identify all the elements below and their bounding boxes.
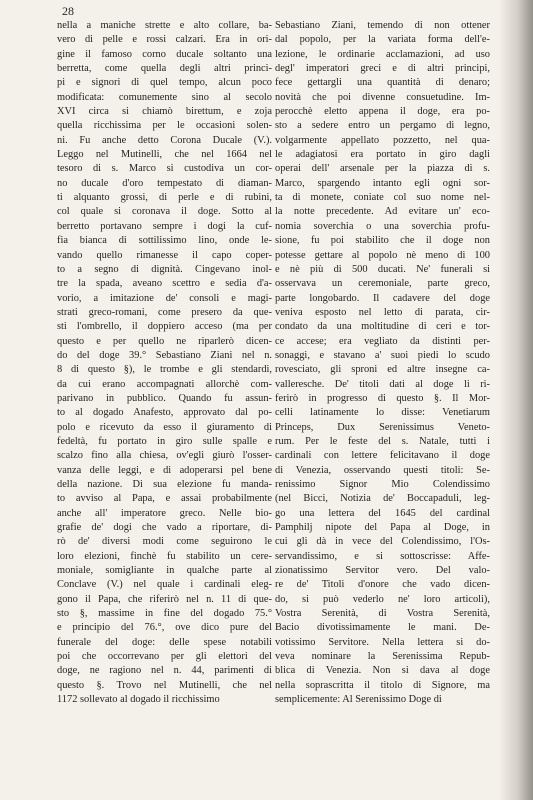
text-line: 8 di questo §), le trombe e gli stendardi, [57,364,272,376]
text-line: (nel Bicci, Notizia de' Boccapaduli, leg- [275,493,490,505]
text-line: condato da una moltitudine di ceri e tor- [275,321,490,333]
text-line: votissimo Servitore. Nella lettera si do- [275,636,490,648]
page-number: 28 [62,4,74,18]
text-line: zionatissimo Servitor vero. Del valo- [275,565,490,577]
text-line: sonaggi, e stavano a' suoi piedi lo scudo [275,349,490,361]
text-line: fia bianca di sottilissimo lino, onde le- [57,235,272,247]
text-line: lezione, le ordinarie acclamazioni, ad uso [275,48,490,60]
text-line: Sebastiano Ziani, temendo di non ottener [275,20,490,31]
text-line: le adagiatosi era portato in giro dagli [275,149,490,161]
text-line: 1172 sollevato al dogado il ricchissimo [57,694,220,706]
text-line: tre la spada, aveano scettro e sedia d'a- [57,278,272,290]
text-line: rò de' diversi modi come seguirono le [57,536,272,548]
text-line: moniale, somigliante in qualche parte al [57,565,272,577]
text-line: ta di monete, coniate col suo nome nel- [275,192,490,204]
text-line: da cui erano accompagnati allorchè com- [57,378,272,390]
text-line: XVI circa si chiamò birettum, e zoja [57,106,272,118]
text-line: to avviso al Papa, e assai probabilmente [57,493,272,505]
text-line: Bacio divotissimamente le mani. De- [275,622,490,634]
text-line: scalzo fino alla chiesa, ov'egli giurò l'osser- [57,450,272,462]
text-line: rum. Per le feste del s. Natale, tutti i [275,435,490,447]
text-line: col quale si coronava il doge. Sotto al [57,206,272,218]
text-line: potesse gettare al popolo nè meno di 100 [275,249,490,261]
text-line: gine il famoso corno ducale soltanto una [57,48,272,60]
text-line: to al dogado Anafesto, approvato dal po- [57,407,272,419]
text-line: re de' Titoli d'onore che vado dicen- [275,579,490,591]
text-line: Conclave (V.) nel quale i cardinali eleg- [57,579,272,591]
text-line: parivano in pubblico. Quando fu assun- [57,392,272,404]
text-line: anche all' imperatore greco. Nelle bio- [57,507,272,519]
text-line: valleresche. De' titoli dati al doge li ri- [275,378,490,390]
text-line: do del doge 39.° Sebastiano Ziani nel n. [57,349,272,361]
text-line: cui gli dà in vece del Colendissimo, l'Os- [275,536,490,548]
text-line: go una lettera del 1645 del cardinal [275,507,490,519]
text-column-left [57,19,272,708]
text-line: vero di pelle e rossi calzari. Era in ori- [57,34,272,46]
text-line: renissimo Signor Mio Colendissimo [275,479,490,490]
text-line: polo e ricevuto da esso il giuramento di [57,421,272,433]
text-line: perocchè eletto appena il doge, era po- [275,106,490,118]
text-line: pi e signori di quel tempo, alcun poco [57,77,272,89]
text-line: grafie de' dogi che vado a riportare, di- [57,522,272,534]
text-line: e nè più di 500 ducati. Ne' funerali si [275,263,490,275]
text-line: to a segno di dignità. Cingevano inol- [57,263,272,275]
text-line: la notte precedente. Ad evitare un' eco- [275,206,490,218]
text-line: parte longobardo. Il cadavere del doge [275,292,490,304]
text-line: volgarmente appellato pozzetto, nel qua- [275,134,490,146]
text-line: no ducale d'oro tempestato di diaman- [57,177,272,189]
text-line: berretta, come quella degli altri princi- [57,63,272,75]
text-line: vorio, a imitazione de' consoli e magi- [57,292,272,304]
text-line: poi che occorrevano per gli elettori del [57,651,272,663]
text-line: e principio del 76.°, ove dico pure del [57,622,272,634]
text-line: ti alquanto grossi, di perle e di rubini, [57,192,272,204]
text-line: fedeltà, fu portato in giro sulle spalle e [57,435,272,447]
text-line: questo e per quello ne riparlerò dicen- [57,335,272,347]
text-line: veniva esposto nel letto di parata, cir- [275,306,490,318]
text-line: veva nominare la Serenissima Repub- [275,651,490,663]
text-line: Marco, spargendo intanto egli ogni sor- [275,177,490,189]
text-line: sti l'ombrello, il doppiero acceso (ma per [57,321,272,333]
text-line: modificata: comunemente sino al secolo [57,91,272,103]
text-line: degl' imperatori greci e di altri principi, [275,63,490,75]
text-line: sione, fu poi stabilito che il doge non [275,235,490,247]
text-line: celli latinamente lo disse: Venetiarum [275,407,490,419]
page-gutter-shadow [499,0,533,800]
text-line: ferirò in progresso di questo §. Il Mor- [275,392,490,404]
text-line: fece gettargli una quantità di denaro; [275,77,490,89]
text-line: Leggo nel Mutinelli, che nel 1664 nel [57,149,272,161]
text-line: Pamphilj nipote del Papa al Doge, in [275,522,490,534]
text-line: vanza delle leggi, e di adoperarsi pel bene [57,464,272,476]
text-line: funerale del doge: delle spese notabili [57,636,272,648]
text-line: rovesciato, gli sproni ed altre insegne ca- [275,364,490,376]
text-column-right [275,19,490,708]
text-line: blica di Venezia. Non si dava al doge [275,665,490,677]
text-line: semplicemente: Al Serenissimo Doge di [275,694,442,706]
text-line: berretto portavano sempre i dogi la cuf- [57,220,272,232]
text-line: operai dell' arsenale per la piazza di s. [275,163,490,175]
text-line: sto a sedere entro un pergamo di legno, [275,120,490,132]
text-line: ni. Fu anche detto Corona Ducale (V.). [57,134,272,146]
text-line: osservava un ceremoniale, parte greco, [275,278,490,290]
text-line: doge, ne ragiono nel n. 44, parimenti di [57,665,272,677]
text-line: vando quello rimanesse il capo coper- [57,249,272,261]
text-line: loro elezioni, finchè fu stabilito un cere- [57,550,272,562]
text-line: novità che poi divenne consuetudine. Im- [275,91,490,103]
text-line: nella a maniche strette e alto collare, ba- [57,20,272,31]
text-line: do, si può vederlo ne' loro articoli), [275,593,490,605]
text-line: della nazione. Di sua elezione fu manda- [57,479,272,490]
text-line: strati greco-romani, come presero da que- [57,306,272,318]
text-line: tesoro di s. Marco si custodiva un cor- [57,163,272,175]
text-line: nella soprascritta il titolo di Signore, ma [275,679,490,691]
text-line: cardinali con lettere felicitavano il doge [275,450,490,462]
text-line: dal popolo, per la variata forma dell'e- [275,34,490,46]
text-line: Vostra Serenità, di Vostra Serenità, [275,608,490,620]
text-line: sto §, massime in fine del dogado 75.° [57,608,272,620]
text-line: ce accese; era vegliato da distinti per- [275,335,490,347]
text-line: quella ricchissima per le occasioni solen- [57,120,272,132]
text-line: nomia soverchia o una soverchia profu- [275,220,490,232]
text-line: servandissimo, e si sottoscrisse: Affe- [275,550,490,562]
text-line: Princeps, Dux Serenissimus Veneto- [275,421,490,433]
text-line: di Venezia, osservando questi titoli: Se- [275,464,490,476]
text-line: questo §. Trovo nel Mutinelli, che nel [57,679,272,691]
text-line: gono il Papa, che riferirò nel n. 11 di que- [57,593,272,605]
